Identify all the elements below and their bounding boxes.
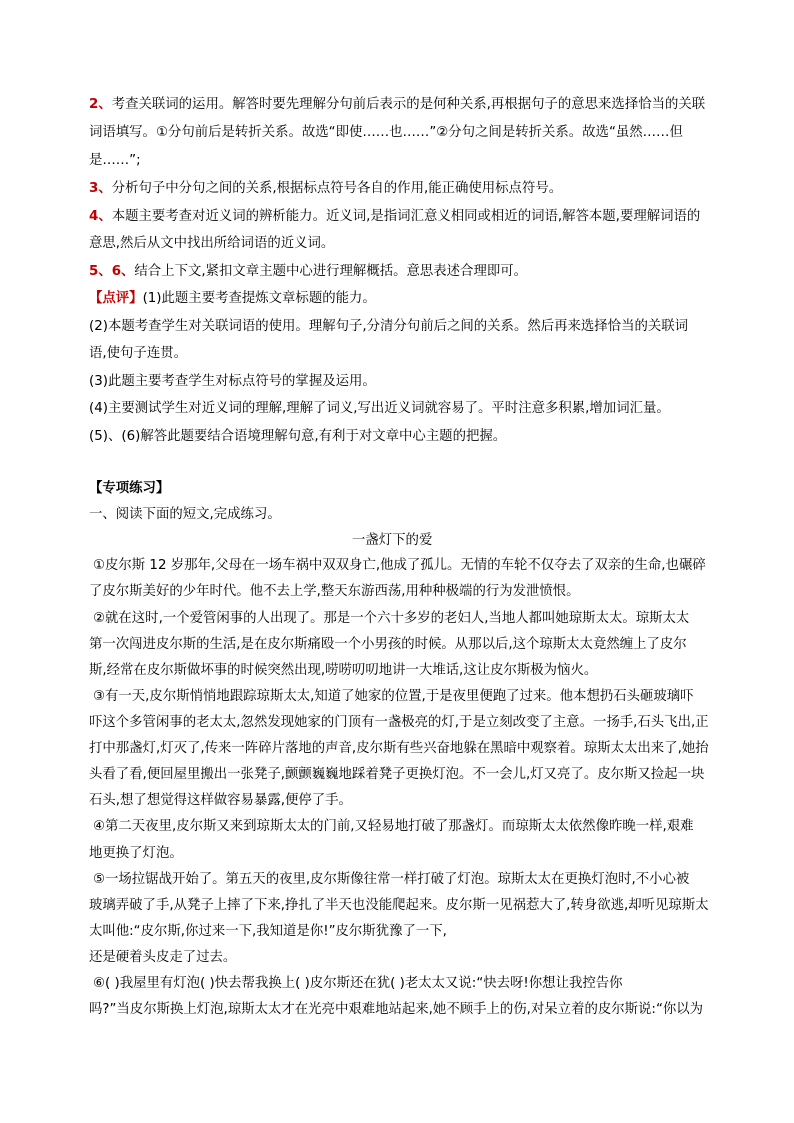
analysis-item-4-line-2: 意思,然后从文中找出所给词语的近义词。	[89, 236, 335, 251]
practice-instruction: 一、阅读下面的短文,完成练习。	[89, 507, 281, 522]
comment-line-5: (4)主要测试学生对近义词的理解,理解了词义,写出近义词就容易了。平时注意多积累,增加词汇量。	[89, 401, 670, 416]
comment-line-1	[89, 290, 376, 308]
analysis-item-3	[89, 180, 562, 198]
para-3-line-2: 吓这个多管闲事的老太太,忽然发现她家的门顶有一盏极亮的灯,于是立刻改变了主意。一扬手,石头飞出,正	[89, 715, 709, 730]
analysis-item-2-line-1	[89, 96, 705, 114]
para-5-line-2: 玻璃弄破了手,从凳子上摔了下来,挣扎了半天也没能爬起来。皮尔斯一见祸惹大了,转身欲逃,却听见琼斯太	[89, 898, 709, 913]
comment-tag: 【点评】	[89, 291, 143, 306]
item-text: 考查关联词的运用。解答时要先理解分句前后表示的是何种关系,再根据句子的意思来选择恰当的关联	[111, 97, 706, 112]
para-5-line-1: ⑤一场拉锯战开始了。第五天的夜里,皮尔斯像往常一样打破了灯泡。琼斯太太在更换灯泡时,不小心被	[93, 872, 690, 887]
para-3-line-3: 打中那盏灯,灯灭了,传来一阵碎片落地的声音,皮尔斯有些兴奋地躲在黑暗中观察着。琼斯太太出来了,她抬	[89, 741, 709, 756]
comment-line-6: (5)、(6)解答此题要结合语境理解句意,有利于对文章中心主题的把握。	[89, 429, 507, 444]
para-2-line-3: 斯,经常在皮尔斯做坏事的时候突然出现,唠唠叨叨地讲一大堆话,这让皮尔斯极为恼火。	[89, 663, 598, 678]
comment-line-3: 语,使句子连贯。	[89, 346, 187, 361]
item-label: 5、6、	[89, 264, 135, 279]
para-6-line-2: 吗?”当皮尔斯换上灯泡,琼斯太太才在光亮中艰难地站起来,她不顾手上的伤,对呆立着的皮尔斯说:“你以为	[89, 1002, 704, 1017]
para-1-line-2: 了皮尔斯美好的少年时代。他不去上学,整天东游西荡,用种种极端的行为发泄愤恨。	[89, 584, 580, 599]
para-3-line-4: 头看了看,便回屋里搬出一张凳子,颤颤巍巍地踩着凳子更换灯泡。不一会儿,灯又亮了。皮尔斯又捡起一块	[89, 767, 705, 782]
practice-heading: 【专项练习】	[89, 481, 170, 496]
analysis-item-2-line-2: 词语填写。①分句前后是转折关系。故选“即使……也……”②分句之间是转折关系。故选“虽然……但	[89, 125, 683, 140]
para-3-line-1: ③有一天,皮尔斯悄悄地跟踪琼斯太太,知道了她家的位置,于是夜里便跑了过来。他本想扔石头砸玻璃吓	[93, 689, 694, 704]
para-2-line-2: 第一次闯进皮尔斯的生活,是在皮尔斯痛殴一个小男孩的时候。从那以后,这个琼斯太太竟然缠上了皮尔	[89, 637, 687, 652]
para-1-line-1: ①皮尔斯 12 岁那年,父母在一场车祸中双双身亡,他成了孤儿。无情的车轮不仅夺去了双亲的生命,也碾碎	[93, 558, 706, 573]
item-label: 3、	[89, 181, 112, 196]
para-2-line-1: ②就在这时,一个爱管闲事的人出现了。那是一个六十多岁的老妇人,当地人都叫她琼斯太太。琼斯太太	[93, 611, 690, 626]
para-5-line-3: 太叫他:“皮尔斯,你过来一下,我知道是你!”皮尔斯犹豫了一下,	[89, 924, 447, 939]
comment-line-2: (2)本题考查学生对关联词语的使用。理解句子,分清分句前后之间的关系。然后再来选择恰当的关联词	[89, 319, 689, 334]
analysis-item-5-6	[89, 263, 527, 281]
para-4-line-1: ④第二天夜里,皮尔斯又来到琼斯太太的门前,又轻易地打破了那盏灯。而琼斯太太依然像昨晚一样,艰难	[93, 819, 694, 834]
para-4-line-2: 地更换了灯泡。	[89, 846, 183, 861]
para-5-line-4: 还是硬着头皮走了过去。	[89, 950, 237, 965]
para-3-line-5: 石头,想了想觉得这样做容易暴露,便停了手。	[89, 793, 352, 808]
para-6-line-1: ⑥( )我屋里有灯泡( )快去帮我换上( )皮尔斯还在犹( )老太太又说:“快去呀!你想让我控告你	[93, 976, 623, 991]
item-label: 2、	[89, 97, 112, 112]
item-text: 本题主要考查对近义词的辨析能力。近义词,是指词汇意义相同或相近的词语,解答本题,要理解词语的	[111, 209, 701, 224]
analysis-item-4-line-1	[89, 208, 700, 226]
story-title: 一盏灯下的爱	[352, 533, 433, 548]
comment-line-4: (3)此题主要考查学生对标点符号的掌握及运用。	[89, 374, 376, 389]
item-text: 分析句子中分句之间的关系,根据标点符号各自的作用,能正确使用标点符号。	[111, 181, 563, 196]
item-text: 结合上下文,紧扣文章主题中心进行理解概括。意思表述合理即可。	[134, 264, 528, 279]
comment-text: (1)此题主要考查提炼文章标题的能力。	[142, 291, 376, 306]
analysis-item-2-line-3: 是……”;	[89, 153, 141, 168]
item-label: 4、	[89, 209, 112, 224]
